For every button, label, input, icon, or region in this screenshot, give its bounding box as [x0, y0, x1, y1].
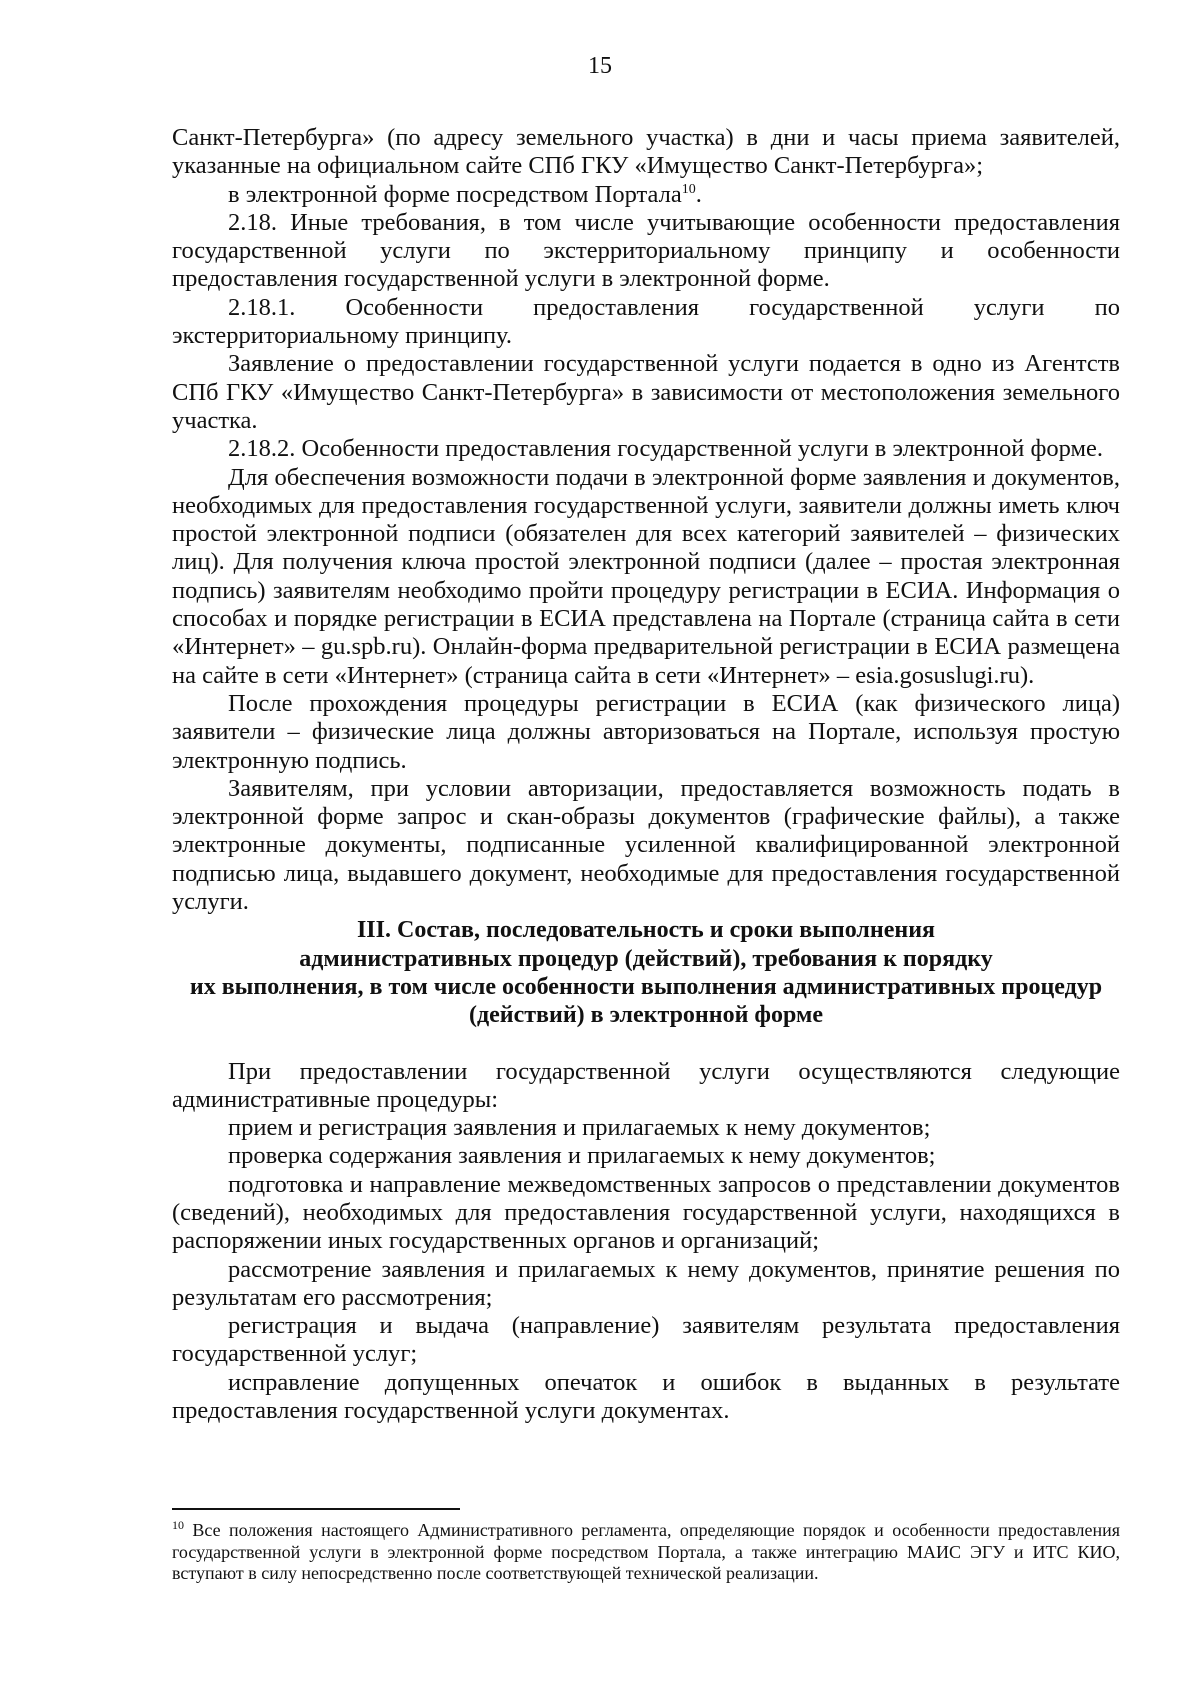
footnote-divider [172, 1508, 460, 1510]
procedure-item: подготовка и направление межведомственных запросов о представлении документов (сведений), необходимых для предоставления государственной услуги, находящихся в распоряжении иных государственных органов и организаций; [172, 1170, 1120, 1255]
paragraph-electronic-form [172, 181, 1120, 209]
paragraph-end-punct: . [695, 180, 702, 208]
section-heading-line-4: (действий) в электронной форме [468, 1002, 823, 1029]
section-gap [172, 1030, 1120, 1058]
paragraph-2-18-2: 2.18.2. Особенности предоставления государственной услуги в электронной форме. [228, 435, 1103, 463]
procedure-item: исправление допущенных опечаток и ошибок в выданных в результате предоставления государственной услуги документах. [172, 1368, 1120, 1425]
procedure-item: регистрация и выдача (направление) заявителям результата предоставления государственной услуг; [172, 1312, 1120, 1368]
paragraph-2-18-1: 2.18.1. Особенности предоставления государственной услуги по экстерриториальному принципу. [172, 293, 1120, 350]
section-heading [172, 916, 1120, 1029]
footnote-text: Все положения настоящего Административного регламента, определяющие порядок и особенности предоставления государственной услуги в электронной форме посредством Портала, а также интеграцию МАИС ЭГУ и ИТС КИО, вступают в силу непосредственно после соответствующей технической реализации. [172, 1520, 1120, 1583]
section-heading-line-1: III. Состав, последовательность и сроки выполнения [356, 917, 936, 944]
paragraph-applicants: Заявителям, при условии авторизации, предоставляется возможность подать в электронной форме запрос и скан-образы документов (графические файлы), а также электронные документы, подписанные усиленной квалифицированной электронной подписью лица, выдавшего документ, необходимые для предоставления государственной услуги. [172, 774, 1120, 916]
section-heading-line-3: их выполнения, в том числе особенности выполнения административных процедур [189, 973, 1103, 1000]
paragraph-2-18: 2.18. Иные требования, в том числе учитывающие особенности предоставления государственной услуги по экстерриториальному принципу и особенности предоставления государственной услуги в электронной форме. [172, 208, 1120, 293]
section-heading-line-2: административных процедур (действий), требования к порядку [299, 945, 993, 972]
document-body [172, 124, 1120, 1425]
paragraph-esia-registration: Для обеспечения возможности подачи в электронной форме заявления и документов, необходимых для предоставления государственной услуги, заявители должны иметь ключ простой электронной подписи (обязателен для всех категорий заявителей – физических лиц). Для получения ключа простой электронной подписи (далее – простая электронная подпись) заявителям необходимо пройти процедуру регистрации в ЕСИА. Информация о способах и порядке регистрации в ЕСИА представлена на Портале (страница сайта в сети «Интернет» – gu.spb.ru). Онлайн-форма предварительной регистрации в ЕСИА размещена на сайте в сети «Интернет» (страница сайта в сети «Интернет» – esia.gosuslugi.ru). [172, 463, 1120, 689]
footnote-reference[interactable]: 10 [681, 181, 696, 197]
paragraph-continuation: Санкт-Петербурга» (по адресу земельного участка) в дни и часы приема заявителей, указанные на официальном сайте СПб ГКУ «Имущество Санкт-Петербурга»; [172, 124, 1120, 180]
procedures-intro: При предоставлении государственной услуги осуществляются следующие административные процедуры: [172, 1057, 1120, 1113]
procedure-item: прием и регистрация заявления и прилагаемых к нему документов; [228, 1114, 931, 1142]
procedure-item: рассмотрение заявления и прилагаемых к нему документов, принятие решения по результатам его рассмотрения; [172, 1255, 1120, 1311]
procedure-item: проверка содержания заявления и прилагаемых к нему документов; [228, 1142, 936, 1170]
footnote [172, 1520, 1120, 1585]
footnote-number: 10 [172, 1518, 184, 1532]
paragraph-agencies: Заявление о предоставлении государственной услуги подается в одно из Агентств СПб ГКУ «Имущество Санкт-Петербурга» в зависимости от местоположения земельного участка. [172, 350, 1120, 434]
paragraph-authorization: После прохождения процедуры регистрации в ЕСИА (как физического лица) заявители – физические лица должны авторизоваться на Портале, используя простую электронную подпись. [172, 689, 1120, 774]
page-number: 15 [588, 53, 612, 79]
paragraph-electronic-form-text: в электронной форме посредством Портала [228, 180, 682, 208]
